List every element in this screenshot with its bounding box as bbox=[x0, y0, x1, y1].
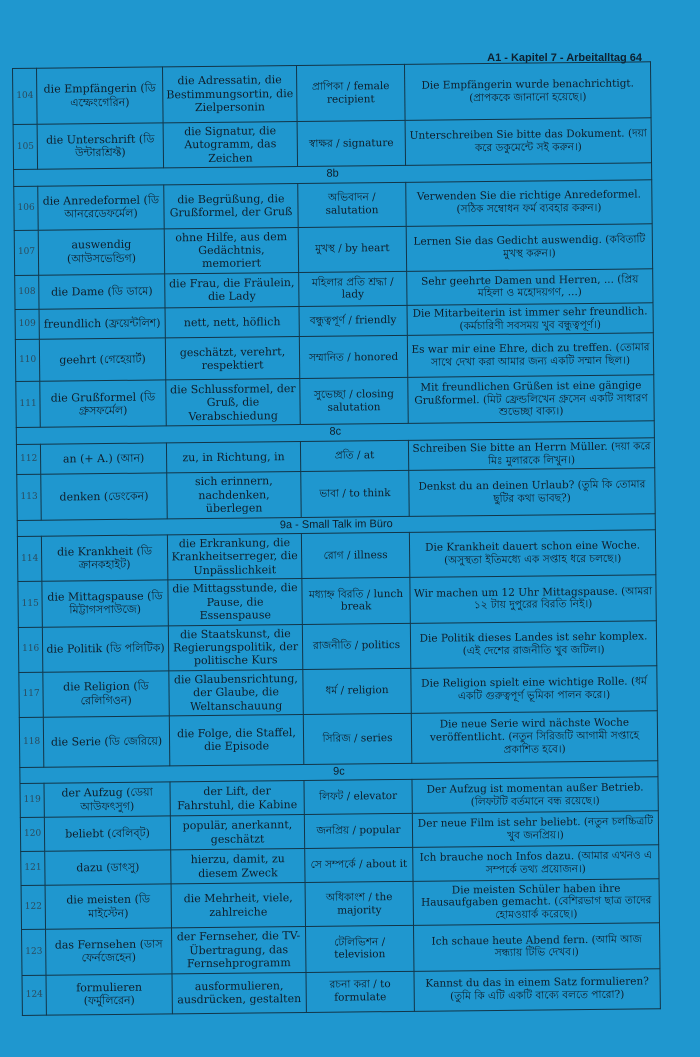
german-word: der Aufzug (ডেয়া আউফৎসুগ) bbox=[44, 782, 170, 817]
vocab-row bbox=[14, 179, 652, 230]
entry-number: 108 bbox=[15, 275, 39, 309]
entry-number: 105 bbox=[13, 124, 37, 169]
synonyms: die Adressatin, die Bestimmungsortin, die Zielpersonin bbox=[162, 66, 297, 123]
meaning: সম্মানিত / honored bbox=[299, 336, 407, 379]
meaning: টেলিভিশন / television bbox=[306, 926, 414, 972]
example-sentence: Kannst du das in einem Satz formulieren? (তুমি কি এটি একটি বাক্যে বলতে পারো?) bbox=[414, 968, 660, 1011]
synonyms: die Mehrheit, viele, zahlreiche bbox=[171, 883, 305, 928]
german-word: formulieren (ফর্মুলিরেন) bbox=[46, 973, 172, 1014]
german-word: die Unterschrift (ডি উন্টারশ্রিফ্ট) bbox=[37, 123, 163, 170]
example-sentence: Lernen Sie das Gedicht auswendig. (কবিতাটি মুখস্থ করুন।) bbox=[406, 223, 652, 271]
synonyms: die Staatskunst, die Regierungspolitik, der politische Kurs bbox=[168, 624, 302, 671]
german-word: beliebt (বেলিব্ট) bbox=[44, 816, 170, 851]
german-word: an (+ A.) (আন) bbox=[40, 443, 166, 475]
meaning: রচনা করা / to formulate bbox=[306, 971, 414, 1012]
vocab-row bbox=[13, 62, 652, 125]
entry-number: 110 bbox=[15, 340, 39, 382]
vocab-row bbox=[22, 968, 660, 1015]
german-word: die Mittagspause (ডি মিট্টাগসপাউজে) bbox=[42, 580, 168, 627]
german-word: geehrt (গেহেয়ার্ট) bbox=[39, 338, 165, 381]
entry-number: 116 bbox=[18, 627, 42, 672]
vocab-row bbox=[15, 333, 653, 382]
german-word: die Politik (ডি পলিটিক) bbox=[42, 625, 168, 672]
synonyms: die Frau, die Fräulein, die Lady bbox=[165, 272, 299, 307]
german-word: das Fernsehen (ডাস ফের্নজেহেন) bbox=[46, 928, 172, 975]
synonyms: ausformulieren, ausdrücken, gestalten bbox=[172, 972, 306, 1013]
meaning: প্রতি / at bbox=[300, 440, 408, 472]
german-word: die Anredeformel (ডি আনরেডেফর্মেল) bbox=[38, 185, 164, 230]
entry-number: 122 bbox=[21, 886, 45, 930]
meaning: সিরিজ / series bbox=[303, 713, 412, 764]
german-word: die Dame (ডি ডামে) bbox=[39, 274, 165, 309]
vocab-row bbox=[21, 879, 659, 930]
german-word: freundlich (ফ্রয়েন্টলিশ) bbox=[39, 308, 165, 340]
entry-number: 119 bbox=[20, 784, 44, 818]
meaning: লিফট / elevator bbox=[304, 780, 412, 815]
synonyms: die Mittagsstunde, die Pause, die Essenspause bbox=[168, 579, 302, 626]
synonyms: der Lift, der Fahrstuhl, die Kabine bbox=[170, 781, 304, 816]
vocab-row bbox=[17, 530, 655, 582]
meaning: রোগ / illness bbox=[301, 532, 409, 578]
meaning: রাজনীতি / politics bbox=[302, 623, 410, 669]
synonyms: die Begrüßung, die Grußformel, der Gruß bbox=[164, 183, 298, 228]
example-sentence: Die Empfängerin wurde benachrichtigt. (প্রাপককে জানানো হয়েছে।) bbox=[404, 62, 651, 121]
german-word: die Krankheit (ডি ক্রানকহাইট) bbox=[41, 535, 167, 582]
meaning: মধ্যাহ্ন বিরতি / lunch break bbox=[302, 578, 410, 624]
vocab-row bbox=[17, 468, 655, 520]
synonyms: populär, anerkannt, geschätzt bbox=[170, 815, 304, 850]
example-sentence: Ich schaue heute Abend fern. (আমি আজ সন্ধ্যায় টিভি দেখব।) bbox=[414, 923, 660, 971]
german-word: die Religion (ডি রেলিগিওন) bbox=[43, 671, 169, 718]
synonyms: die Erkrankung, die Krankheitserreger, die Unpässlichkeit bbox=[167, 534, 301, 581]
german-word: denken (ডেংকেন) bbox=[41, 473, 167, 520]
entry-number: 113 bbox=[17, 475, 41, 520]
page-header: A1 - Kapitel 7 - Arbeitalltag 64 bbox=[487, 52, 642, 64]
german-word: auswendig (আউসভেন্ডিগ) bbox=[38, 229, 164, 276]
entry-number: 104 bbox=[13, 68, 38, 124]
meaning: প্রাপিকা / female recipient bbox=[296, 64, 405, 121]
synonyms: hierzu, damit, zu diesem Zweck bbox=[171, 849, 305, 884]
synonyms: zu, in Richtung, in bbox=[166, 441, 300, 473]
section-heading: 9a - Small Talk im Büro bbox=[17, 513, 655, 536]
german-word: die Grußformel (ডি গ্রুসফর্মেল) bbox=[40, 380, 166, 427]
entry-number: 107 bbox=[14, 230, 38, 275]
example-sentence: Mit freundlichen Grüßen ist eine gängige Grußformel. (মিট ফ্রেন্ডলিখেন গ্রুসেন একটি সাধারণ শুভেচ্ছা বাক্য।) bbox=[408, 375, 654, 424]
meaning: ভাবা / to think bbox=[301, 471, 409, 517]
entry-number: 118 bbox=[19, 717, 44, 767]
german-word: die Serie (ডি জেরিয়ে) bbox=[43, 716, 170, 767]
example-sentence: Die Krankheit dauert schon eine Woche. (অসুস্থতা ইতিমধ্যে এক সপ্তাহ ধরে চলছে।) bbox=[409, 530, 655, 578]
meaning: অভিবাদন / salutation bbox=[298, 182, 406, 227]
example-sentence: Der neue Film ist sehr beliebt. (নতুন চলচ্চিত্রটি খুব জনপ্রিয়।) bbox=[412, 811, 658, 848]
german-word: dazu (ডাৎসু) bbox=[45, 850, 171, 885]
synonyms: die Folge, die Staffel, die Episode bbox=[169, 714, 304, 765]
meaning: অধিকাংশ / the majority bbox=[305, 882, 413, 927]
section-heading: 9c bbox=[20, 761, 658, 784]
vocab-row bbox=[18, 575, 656, 627]
entry-number: 111 bbox=[16, 382, 40, 428]
vocab-row bbox=[13, 118, 651, 170]
synonyms: ohne Hilfe, aus dem Gedächtnis, memoriert bbox=[164, 227, 298, 274]
entry-number: 114 bbox=[17, 536, 41, 581]
example-sentence: Schreiben Sie bitte an Herrn Müller. (দয়া করে মিঃ মুলারকে লিখুন।) bbox=[408, 438, 654, 471]
section-heading: 8c bbox=[16, 421, 654, 444]
entry-number: 120 bbox=[20, 818, 44, 852]
vocab-row bbox=[16, 375, 654, 428]
meaning: মুখস্থ / by heart bbox=[298, 226, 406, 272]
meaning: বন্ধুত্বপূর্ণ / friendly bbox=[299, 305, 407, 337]
meaning: সুভেচ্ছা / closing salutation bbox=[300, 378, 408, 425]
synonyms: die Signatur, die Autogramm, das Zeichen bbox=[163, 122, 297, 169]
entry-number: 121 bbox=[21, 852, 45, 886]
example-sentence: Die meisten Schüler haben ihre Hausaufgaben gemacht. (বেশিরভাগ ছাত্র তাদের হোমওয়ার্ক করেছে।) bbox=[413, 879, 659, 926]
example-sentence: Unterschreiben Sie bitte das Dokument. (দয়া করে ডকুমেন্টে সই করুন।) bbox=[405, 118, 651, 166]
entry-number: 112 bbox=[16, 444, 40, 475]
example-sentence: Die Politik dieses Landes ist sehr komplex. (এই দেশের রাজনীতি খুব জটিল।) bbox=[410, 620, 656, 668]
section-heading: 8b bbox=[14, 163, 652, 186]
example-sentence: Verwenden Sie die richtige Anredeformel. (সঠিক সম্বোধন ফর্ম ব্যবহার করুন।) bbox=[406, 179, 652, 226]
vocabulary-table bbox=[12, 61, 661, 1015]
synonyms: der Fernseher, die TV-Übertragung, das Fernsehprogramm bbox=[172, 927, 306, 974]
synonyms: nett, nett, höflich bbox=[165, 306, 299, 338]
entry-number: 117 bbox=[19, 672, 43, 717]
meaning: স্বাক্ষর / signature bbox=[297, 120, 405, 166]
synonyms: geschätzt, verehrt, respektiert bbox=[165, 337, 299, 380]
example-sentence: Die Mitarbeiterin ist immer sehr freundlich. (কর্মচারিণী সবসময় খুব বন্ধুত্বপূর্ণ।) bbox=[407, 303, 653, 336]
vocab-row bbox=[19, 665, 657, 717]
entry-number: 109 bbox=[15, 309, 39, 340]
synonyms: die Schlussformel, der Gruß, die Verabschiedung bbox=[166, 379, 300, 426]
synonyms: die Glaubensrichtung, der Glaube, die Weltanschauung bbox=[169, 669, 303, 716]
german-word: die meisten (ডি মাইস্টেন) bbox=[45, 884, 171, 929]
example-sentence: Die neue Serie wird nächste Woche veröffentlicht. (নতুন সিরিজটি আগামী সপ্তাহে প্রকাশিত হবে।) bbox=[411, 711, 658, 764]
synonyms: sich erinnern, nachdenken, überlegen bbox=[167, 472, 301, 519]
example-sentence: Denkst du an deinen Urlaub? (তুমি কি তোমার ছুটির কথা ভাবছ?) bbox=[409, 468, 655, 516]
example-sentence: Der Aufzug ist momentan außer Betrieb. (লিফটটি বর্তমানে বন্ধ রয়েছে।) bbox=[412, 777, 658, 814]
vocab-row bbox=[14, 223, 652, 275]
example-sentence: Sehr geehrte Damen und Herren, ... (প্রিয় মহিলা ও মহোদয়গণ, ...) bbox=[407, 269, 653, 306]
entry-number: 106 bbox=[14, 186, 38, 230]
meaning: মহিলার প্রতি শ্রদ্ধা / lady bbox=[299, 271, 407, 306]
example-sentence: Die Religion spielt eine wichtige Rolle. (ধর্ম একটি গুরুত্বপূর্ণ ভূমিকা পালন করে।) bbox=[411, 665, 657, 713]
vocab-row bbox=[18, 620, 656, 672]
example-sentence: Wir machen um 12 Uhr Mittagspause. (আমরা ১২ টায় দুপুরের বিরতি নিই।) bbox=[410, 575, 656, 623]
entry-number: 115 bbox=[18, 581, 42, 626]
meaning: জনপ্রিয় / popular bbox=[304, 814, 412, 849]
vocab-row bbox=[22, 923, 660, 975]
example-sentence: Es war mir eine Ehre, dich zu treffen. (তোমার সাথে দেখা করা আমার জন্য একটি সম্মান ছিল।) bbox=[407, 333, 653, 378]
entry-number: 123 bbox=[22, 930, 46, 975]
german-word: die Empfängerin (ডি এম্ফেংগেরিন) bbox=[37, 67, 164, 124]
example-sentence: Ich brauche noch Infos dazu. (আমার এখনও এ সম্পর্কে তথ্য প্রয়োজন।) bbox=[413, 845, 659, 882]
meaning: সে সম্পর্কে / about it bbox=[305, 848, 413, 883]
entry-number: 124 bbox=[22, 975, 46, 1015]
meaning: ধর্ম / religion bbox=[303, 668, 411, 714]
vocab-row bbox=[19, 711, 657, 768]
